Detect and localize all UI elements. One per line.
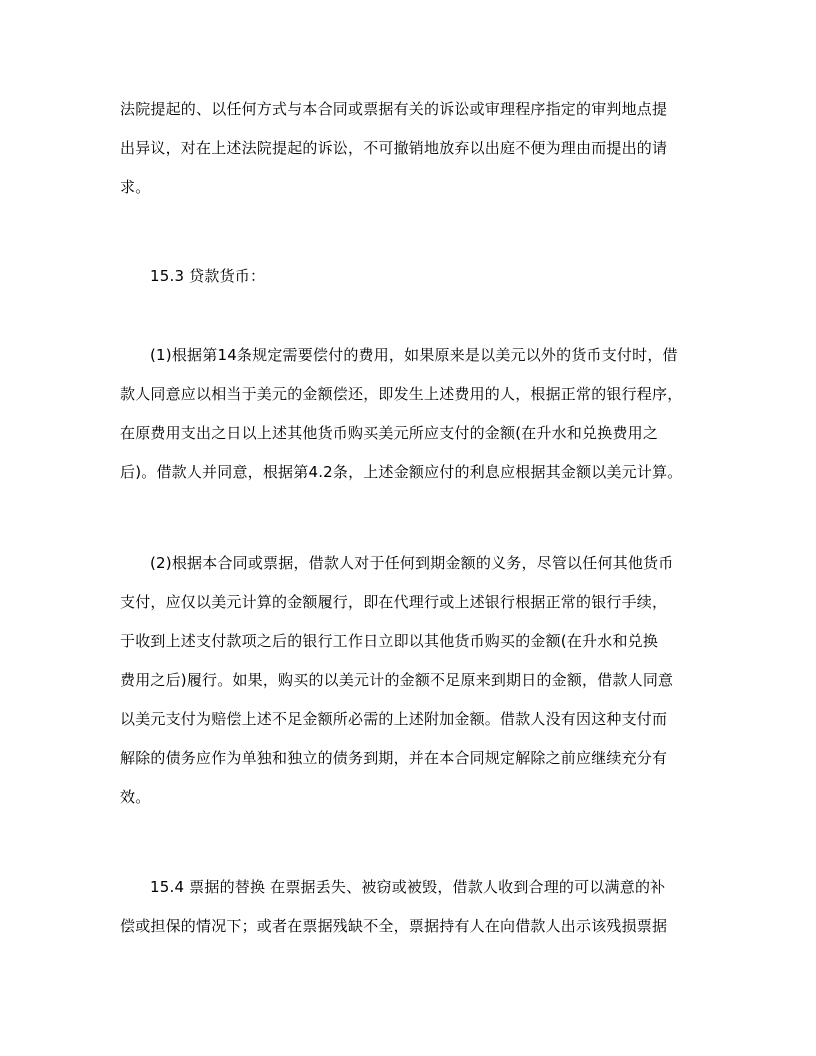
paragraph-3-line-1: (1)根据第14条规定需要偿付的费用，如果原来是以美元以外的货币支付时，借	[150, 346, 678, 364]
paragraph-3-line-2: 款人同意应以相当于美元的金额偿还，即发生上述费用的人，根据正常的银行程序，	[120, 385, 683, 403]
paragraph-4-line-5: 以美元支付为赔偿上述不足金额所必需的上述附加金额。借款人没有因这种支付而	[120, 710, 668, 728]
paragraph-4-line-1: (2)根据本合同或票据，借款人对于任何到期金额的义务，尽管以任何其他货币	[150, 554, 674, 572]
paragraph-4-line-3: 于收到上述支付款项之后的银行工作日立即以其他货币购买的金额(在升水和兑换	[120, 632, 659, 650]
section-15-4-line-1: 15.4 票据的替换 在票据丢失、被窃或被毁，借款人收到合理的可以满意的补	[150, 878, 666, 896]
paragraph-4-line-2: 支付，应仅以美元计算的金额履行，即在代理行或上述银行根据正常的银行手续，	[120, 593, 668, 611]
paragraph-3-line-3: 在原费用支出之日以上述其他货币购买美元所应支付的金额(在升水和兑换费用之	[120, 424, 659, 442]
paragraph-1-line-2: 出异议，对在上述法院提起的诉讼，不可撤销地放弃以出庭不便为理由而提出的请	[120, 139, 668, 157]
section-15-4-line-2: 偿或担保的情况下；或者在票据残缺不全，票据持有人在向借款人出示该残损票据	[120, 917, 668, 935]
paragraph-4-line-4: 费用之后)履行。如果，购买的以美元计的金额不足原来到期日的金额，借款人同意	[120, 671, 674, 689]
section-15-3-heading: 15.3 贷款货币：	[150, 267, 266, 285]
paragraph-3-line-4: 后)。借款人并同意，根据第4.2条，上述金额应付的利息应根据其金额以美元计算。	[120, 463, 683, 481]
paragraph-4-line-6: 解除的债务应作为单独和独立的债务到期，并在本合同规定解除之前应继续充分有	[120, 749, 668, 767]
paragraph-1-line-3: 求。	[120, 178, 151, 196]
paragraph-1-line-1: 法院提起的、以任何方式与本合同或票据有关的诉讼或审理程序指定的审判地点提	[120, 100, 668, 118]
paragraph-4-line-7: 效。	[120, 788, 151, 806]
